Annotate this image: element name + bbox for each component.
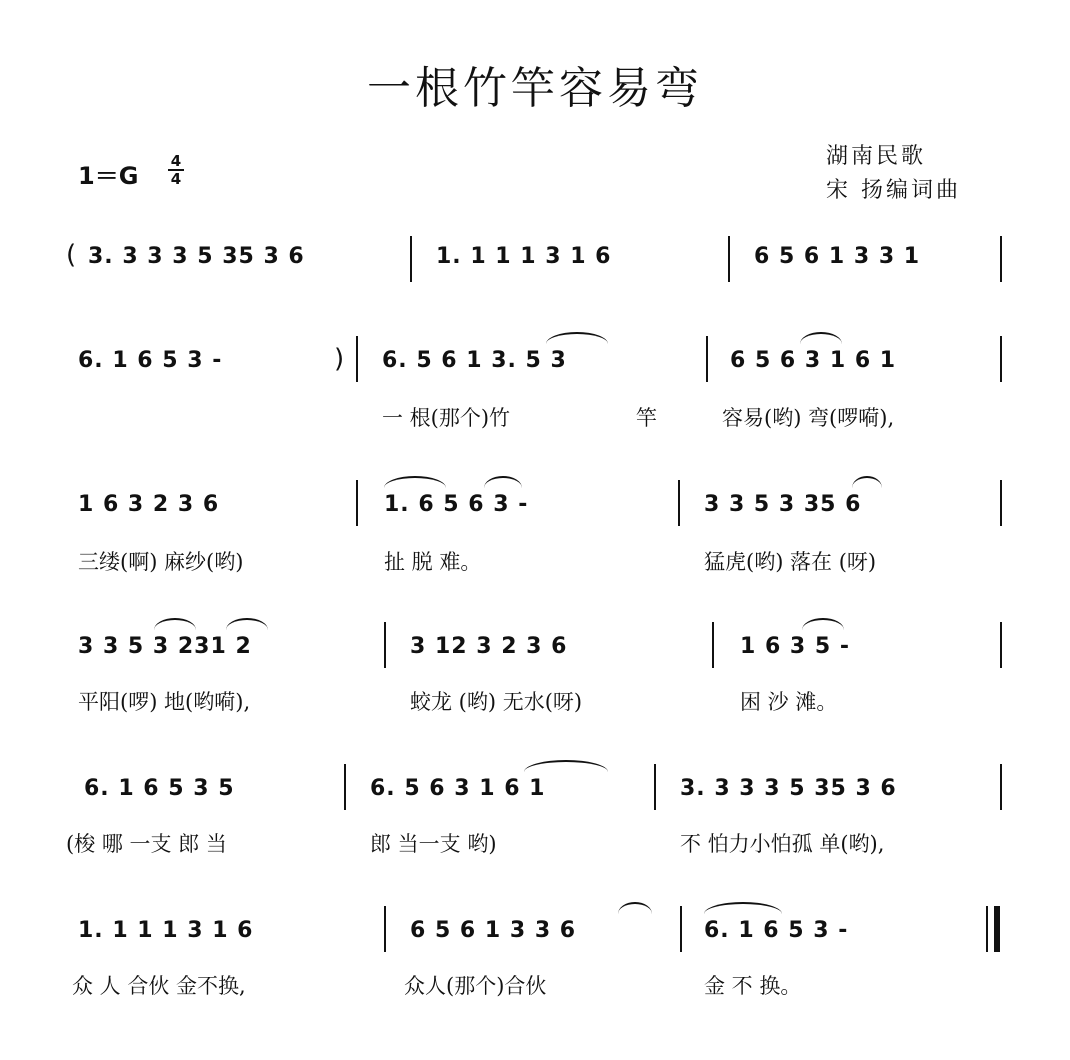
barline xyxy=(712,622,714,668)
measure-notes: 6. 5 6 3 1 6 1 xyxy=(370,776,546,801)
credits xyxy=(826,140,961,208)
barline xyxy=(410,236,412,282)
song-title: 一根竹竿容易弯 xyxy=(367,63,703,114)
credit-origin: 湖南民歌 xyxy=(826,144,927,169)
final-barline xyxy=(994,906,1000,952)
lyrics-text: 三缕(啊) 麻纱(哟) xyxy=(78,550,244,574)
lyrics-text: 猛虎(哟) 落在 (呀) xyxy=(704,550,877,574)
key-signature: 1＝G xyxy=(78,162,139,190)
slur xyxy=(704,902,782,914)
measure-notes: 6 5 6 3 1 6 1 xyxy=(730,348,897,373)
barline xyxy=(680,906,682,952)
barline xyxy=(654,764,656,810)
slur xyxy=(154,618,196,630)
lyrics-text: 众人(那个)合伙 xyxy=(404,974,547,998)
lyrics-text: 郎 当一支 哟) xyxy=(370,832,497,856)
measure-notes: 6. 1 6 5 3 5 xyxy=(84,776,235,801)
intro-close-paren: ) xyxy=(334,344,345,374)
barline xyxy=(728,236,730,282)
measure-notes: 1 6 3 5 - xyxy=(740,634,850,659)
barline xyxy=(384,622,386,668)
measure-notes: 1. 6 5 6 3 - xyxy=(384,492,529,517)
credit-author: 宋 扬编词曲 xyxy=(826,178,961,203)
time-signature xyxy=(168,154,184,186)
barline xyxy=(356,480,358,526)
measure-notes: 1. 1 1 1 3 1 6 xyxy=(78,918,254,943)
lyrics-text: 一 根(那个)竹 xyxy=(382,406,511,430)
barline xyxy=(678,480,680,526)
measure-notes: 6 5 6 1 3 3 6 xyxy=(410,918,577,943)
lyrics-text: 困 沙 滩。 xyxy=(740,690,838,714)
barline xyxy=(1000,336,1002,382)
measure-notes: 3 3 5 3 231 2 xyxy=(78,634,252,659)
barline xyxy=(356,336,358,382)
slur xyxy=(226,618,268,630)
measure-notes: 6 5 6 1 3 3 1 xyxy=(754,244,921,269)
slur xyxy=(484,476,522,488)
intro-open-paren: ( xyxy=(66,240,77,270)
barline xyxy=(1000,764,1002,810)
measure-notes: 6. 1 6 5 3 - xyxy=(704,918,849,943)
slur xyxy=(618,902,652,914)
lyrics-text: 蛟龙 (哟) 无水(呀) xyxy=(410,690,583,714)
slur xyxy=(800,332,842,344)
lyrics-text: 扯 脱 难。 xyxy=(384,550,482,574)
slur xyxy=(524,760,608,772)
measure-notes: 3 3 5 3 35 6 xyxy=(704,492,862,517)
barline xyxy=(706,336,708,382)
meter-top: 4 xyxy=(170,152,182,170)
measure-notes: 1. 1 1 1 3 1 6 xyxy=(436,244,612,269)
measure-notes: 3. 3 3 3 5 35 3 6 xyxy=(88,244,305,269)
measure-notes: 6. 5 6 1 3. 5 3 xyxy=(382,348,567,373)
slur xyxy=(384,476,446,488)
barline xyxy=(344,764,346,810)
barline xyxy=(986,906,988,952)
lyrics-text: 众 人 合伙 金不换, xyxy=(72,974,246,998)
slur xyxy=(546,332,608,344)
slur xyxy=(802,618,844,630)
barline xyxy=(1000,622,1002,668)
lyrics-text: 平阳(啰) 地(哟嗬), xyxy=(78,690,251,714)
meter-bottom: 4 xyxy=(170,170,182,188)
lyrics-text: 不 怕力小怕孤 单(哟), xyxy=(680,832,885,856)
slur xyxy=(852,476,882,488)
barline xyxy=(384,906,386,952)
measure-notes: 3. 3 3 3 5 35 3 6 xyxy=(680,776,897,801)
barline xyxy=(1000,236,1002,282)
measure-notes: 1 6 3 2 3 6 xyxy=(78,492,220,517)
lyrics-text: 容易(哟) 弯(啰嗬), xyxy=(722,406,895,430)
lyrics-text: 金 不 换。 xyxy=(704,974,802,998)
measure-notes: 3 12 3 2 3 6 xyxy=(410,634,568,659)
barline xyxy=(1000,480,1002,526)
measure-notes: 6. 1 6 5 3 - xyxy=(78,348,223,373)
lyrics-text: 竿 xyxy=(636,406,657,430)
lyrics-text: (梭 哪 一支 郎 当 xyxy=(66,832,227,856)
